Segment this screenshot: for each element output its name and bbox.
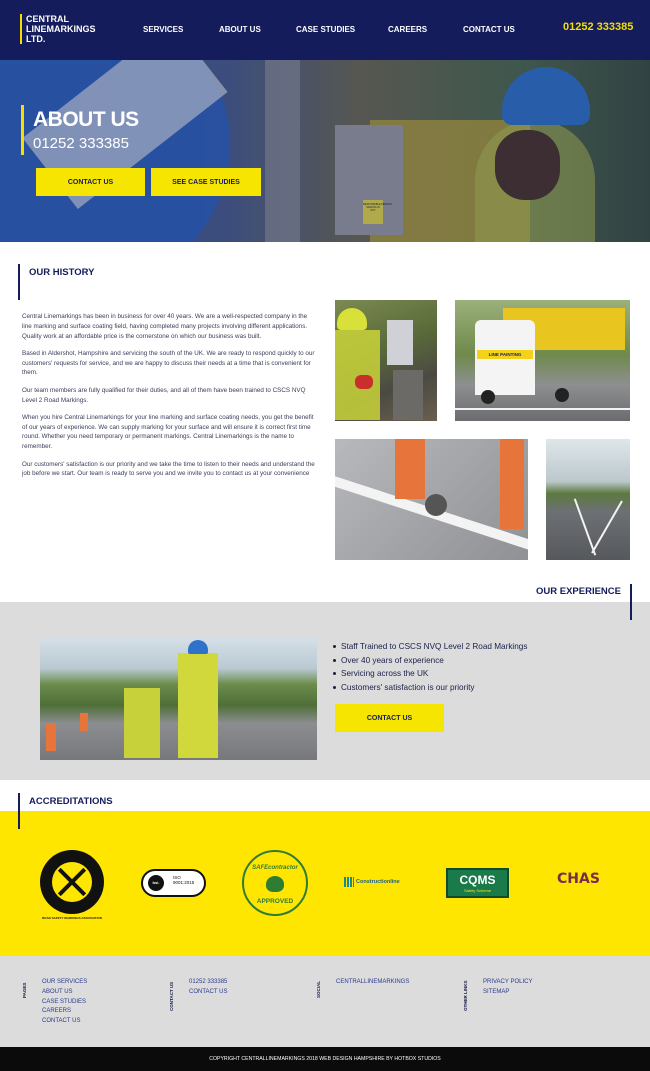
list-item: Customers' satisfaction is our priority [333, 681, 527, 695]
nav-about-us[interactable]: ABOUT US [219, 25, 261, 34]
cqms-text: CQMS [459, 873, 496, 887]
footer-link-case-studies[interactable]: CASE STUDIES [42, 998, 87, 1005]
helmet-shape [188, 640, 208, 654]
footer-link-about-us[interactable]: ABOUT US [42, 988, 73, 995]
footer-social-heading: SOCIAL [316, 980, 321, 998]
helmet-shape [337, 308, 367, 330]
safecontractor-text: SAFEcontractor [252, 865, 298, 871]
truck-wheel-shape [555, 388, 569, 402]
nav-case-studies[interactable]: CASE STUDIES [296, 25, 356, 34]
truck-sign: LINE PAINTING [477, 350, 533, 359]
footer-sitemap-link[interactable]: SITEMAP [483, 988, 510, 995]
iso-text [173, 875, 194, 885]
cone-shape [80, 713, 88, 731]
footer-contact-heading: CONTACT US [169, 981, 174, 1011]
footer-privacy-link[interactable]: PRIVACY POLICY [483, 979, 533, 985]
hero-phone[interactable]: 01252 333385 [33, 135, 129, 152]
bsi-iso-logo [141, 869, 206, 897]
history-paragraph: Our team members are fully qualified for their duties, and all of them have been trained to CSCS NVQ Level 2 Road Markings. [22, 386, 306, 404]
constructionline-icon [344, 877, 354, 887]
footer-link-our-services[interactable]: OUR SERVICES [42, 979, 88, 985]
footer-social-link[interactable]: CENTRALLINEMARKINGS [336, 979, 410, 985]
nav-services[interactable]: SERVICES [143, 25, 184, 34]
list-item: Staff Trained to CSCS NVQ Level 2 Road Markings [333, 640, 527, 654]
list-item: Servicing across the UK [333, 667, 527, 681]
history-title: OUR HISTORY [29, 267, 95, 278]
experience-contact-button[interactable]: CONTACT US [335, 704, 444, 732]
history-paragraph: Our customers' satisfaction is our priority and we take the time to listen to their needs and understand the job before we start. Our team is ready to serve you and we invite you to contact us at your convenience [22, 460, 315, 478]
accreditations-accent-bar-lower [18, 811, 20, 829]
logo-line: LTD. [26, 34, 46, 44]
iso-line: 9001:2015 [173, 880, 195, 885]
footer-contact-link[interactable]: CONTACT US [189, 988, 228, 995]
photo-worker-pouring [335, 300, 437, 421]
grinder-shape [425, 494, 447, 516]
worker-leg-shape [500, 439, 524, 529]
footer-pages-heading: PAGES [22, 982, 27, 998]
safecontractor-approved: APPROVED [256, 898, 294, 905]
iso-line: ISO [173, 875, 181, 880]
cqms-logo [446, 868, 509, 898]
experience-accent-bar [630, 584, 632, 620]
nav-careers[interactable]: CAREERS [388, 25, 428, 34]
photo-line-painting-truck [455, 300, 630, 421]
cqms-subtext: Safety Scheme [463, 888, 492, 893]
footer-link-careers[interactable]: CAREERS [42, 1008, 72, 1015]
nav-contact-us[interactable]: CONTACT US [463, 25, 515, 34]
worker-vest-shape [178, 653, 218, 758]
photo-road-markings [546, 439, 630, 560]
glove-shape [355, 375, 373, 389]
site-logo[interactable] [20, 14, 110, 44]
history-paragraph: Central Linemarkings has been in business for over 40 years. We are a well-respected company in the line marking and surface coating field, having completed many projects involving different applications. Quality work at an affordable price is the cornerstone on which our business was built. [22, 313, 308, 340]
footer-contact-links [189, 978, 227, 998]
cone-shape [46, 723, 56, 751]
logo-line: CENTRAL [26, 14, 69, 24]
history-text [22, 312, 315, 487]
experience-title: OUR EXPERIENCE [536, 586, 621, 597]
footer-phone-link[interactable]: 01252 333385 [189, 979, 228, 985]
history-paragraph: When you hire Central Linemarkings for your line marking and surface coating needs, you get the benefit of our years of experience. We can supply marking for your surface and will ensure it is correct first time round. Whether you need temporary or permanent markings. Central Linemarkings is the name to remember. [22, 413, 314, 451]
worker-vest-shape [124, 688, 160, 758]
photo-workers-road [40, 638, 317, 760]
site-footer [0, 956, 650, 1047]
rsma-logo [40, 850, 104, 920]
hero-title: ABOUT US [33, 108, 139, 131]
hero-accent-bar [21, 105, 24, 155]
rsma-text: ROAD SAFETY MARKINGS ASSOCIATION [42, 916, 102, 920]
footer-other-heading: OTHER LINKS [463, 980, 468, 1011]
accreditations-title: ACCREDITATIONS [29, 796, 113, 807]
chas-logo: CHAS [557, 871, 600, 887]
road-line-shape [591, 501, 623, 554]
footer-other-links [483, 978, 532, 998]
footer-pages-links [42, 978, 87, 1027]
sign-label: RESPONSIBLE PERSON SIGNING IN OUT [363, 200, 383, 224]
constructionline-logo [344, 877, 400, 887]
copyright-bar: COPYRIGHT CENTRALLINEMARKINGS 2018 WEB DESIGN HAMPSHIRE BY HOTBOX STUDIOS [0, 1047, 650, 1071]
safecontractor-logo [242, 850, 308, 916]
history-accent-bar [18, 264, 20, 300]
road-line-shape [455, 408, 630, 410]
truck-wheel-shape [481, 390, 495, 404]
bucket-shape [393, 370, 423, 420]
photo-line-removal [335, 439, 528, 560]
footer-social-links [336, 978, 409, 988]
footer-link-contact-us[interactable]: CONTACT US [42, 1018, 81, 1025]
history-paragraph: Based in Aldershot, Hampshire and servicing the south of the UK. We are ready to respond quickly to our customers' requests for service, and we are happy to discuss their needs at a time that is convenient for them. [22, 349, 315, 377]
logo-line: LINEMARKINGS [26, 24, 96, 34]
bsi-badge: bsi. [148, 875, 164, 891]
list-item: Over 40 years of experience [333, 654, 527, 668]
experience-list [333, 640, 527, 694]
safecontractor-figure [266, 876, 284, 892]
hero-case-studies-button[interactable]: SEE CASE STUDIES [151, 168, 261, 196]
hero-contact-button[interactable]: CONTACT US [36, 168, 145, 196]
jug-shape [387, 320, 413, 365]
worker-leg-shape [395, 439, 425, 499]
constructionline-text: Constructionline [356, 879, 400, 885]
header-phone[interactable]: 01252 333385 [563, 21, 634, 33]
